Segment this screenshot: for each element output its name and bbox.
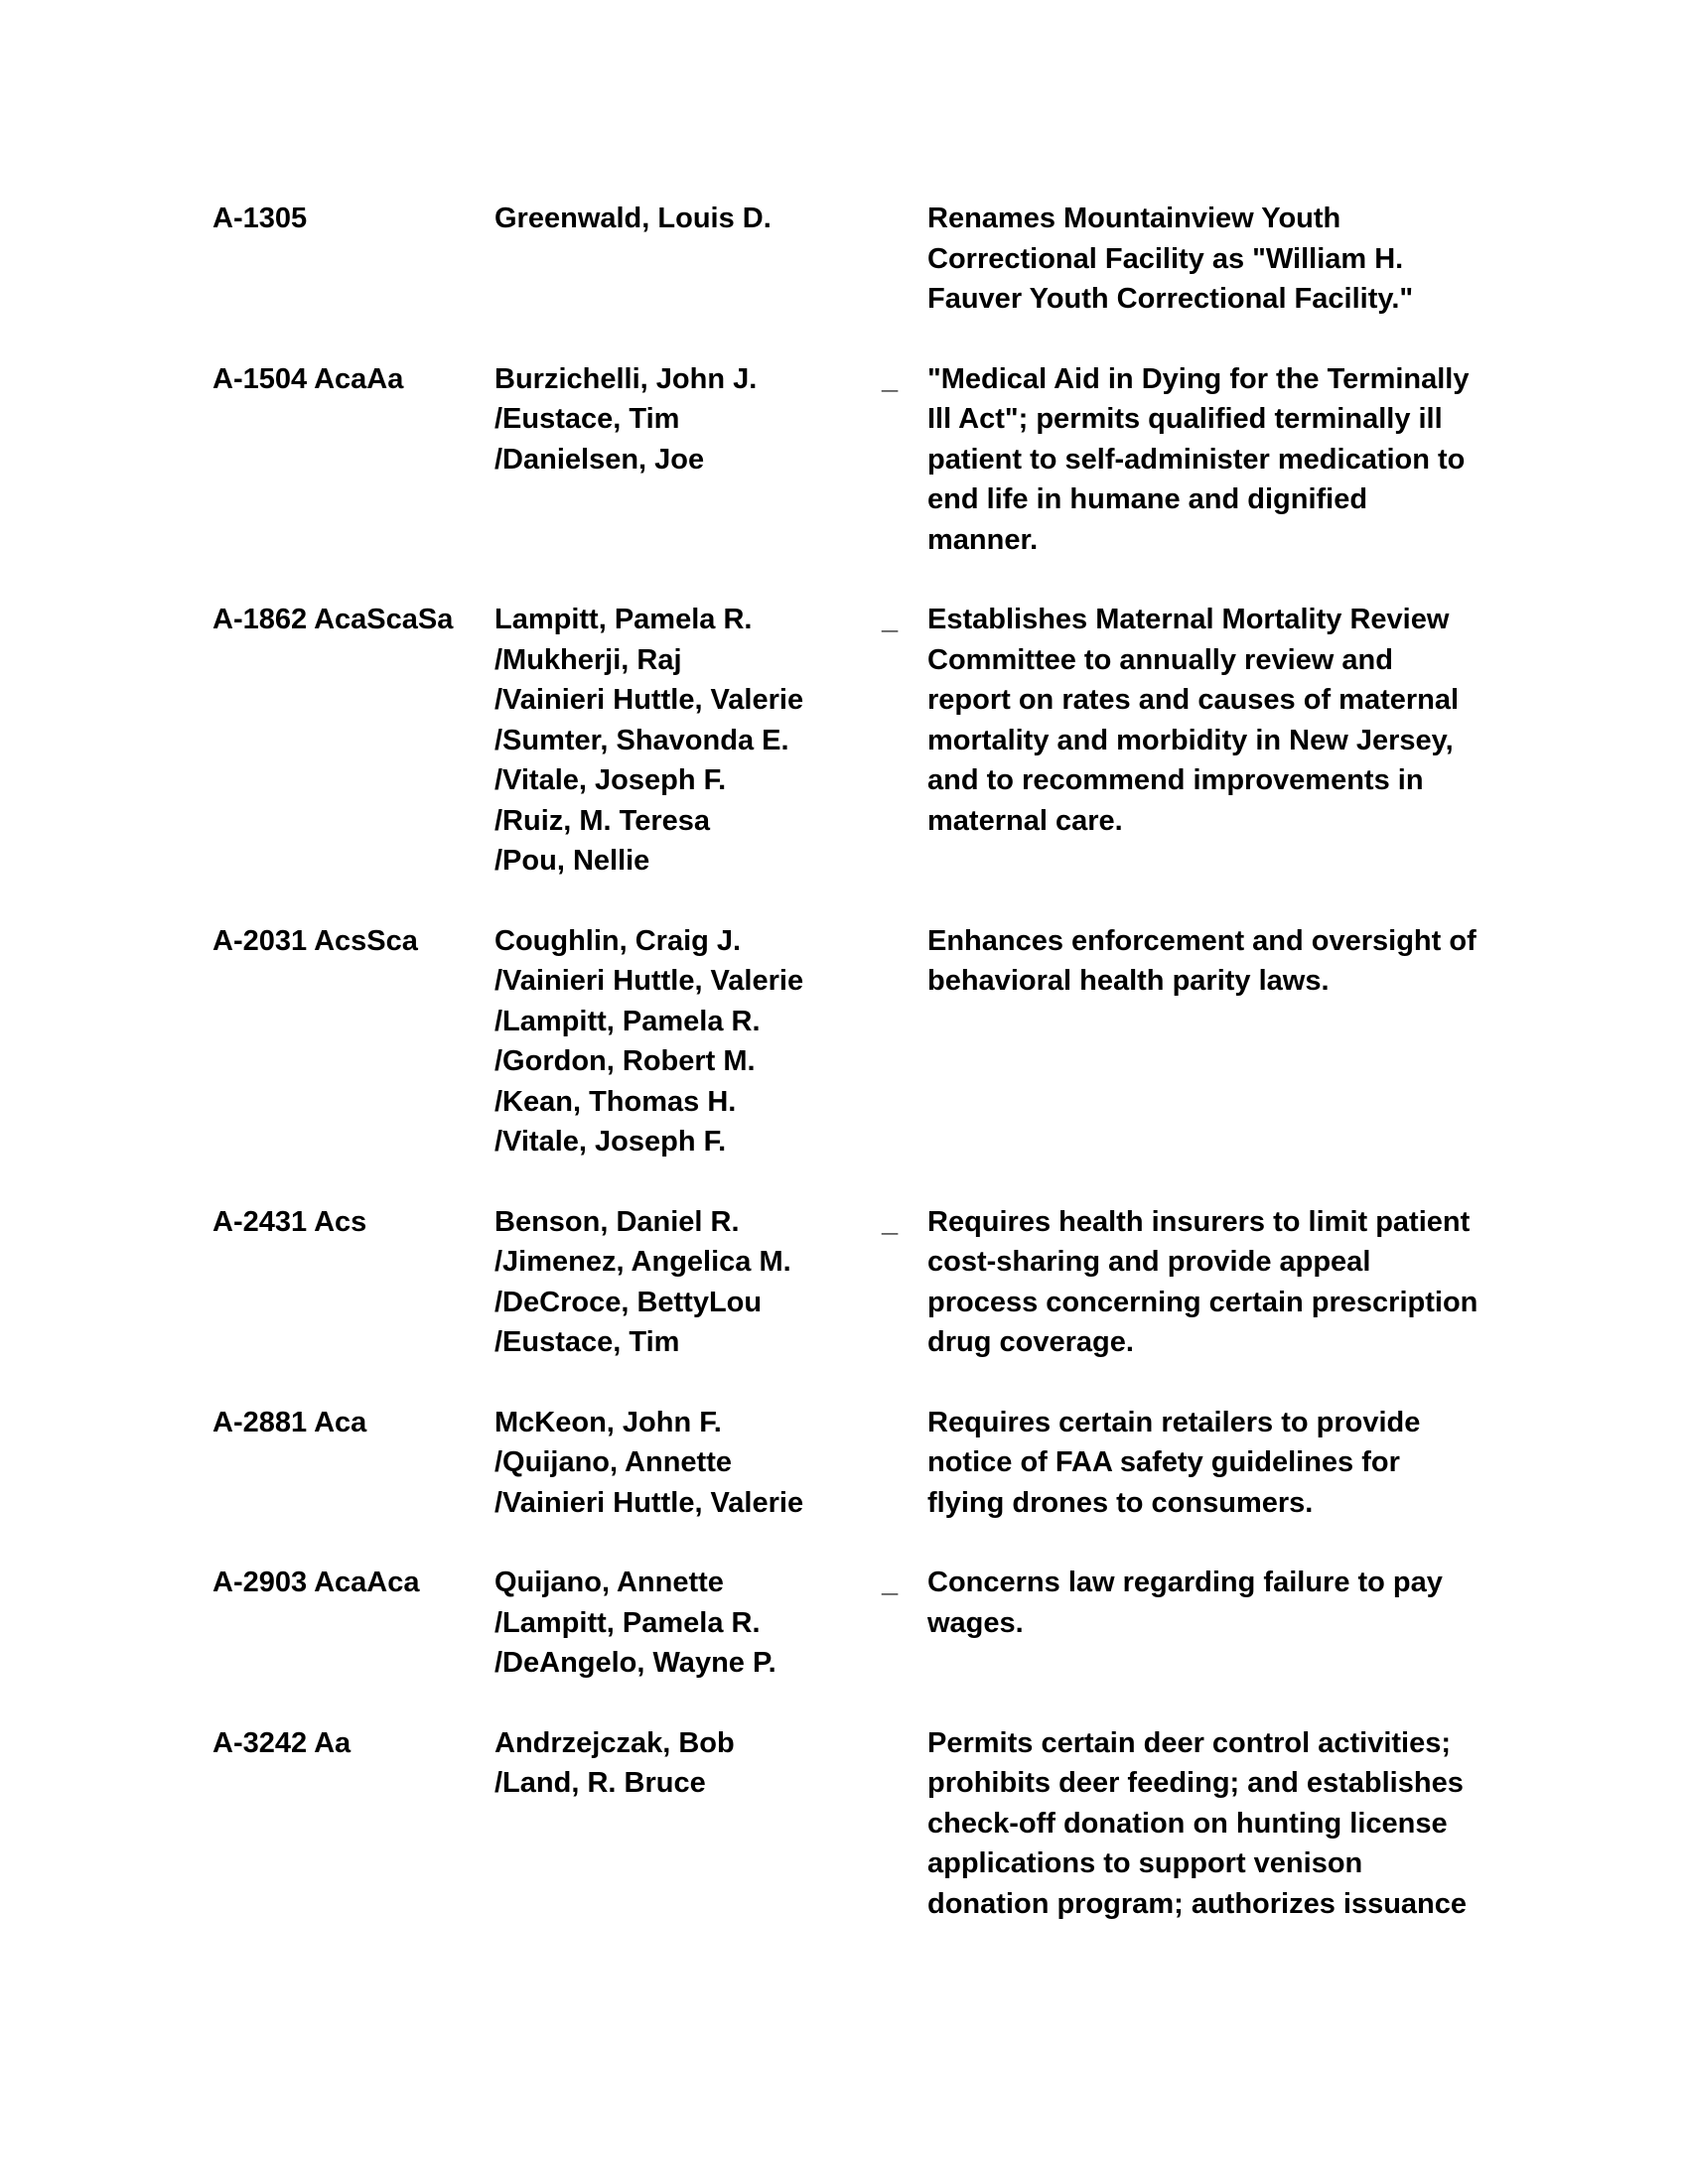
- bill-number: A-2903 AcaAca: [212, 1567, 420, 1598]
- sponsor-name: /Eustace, Tim: [494, 1326, 680, 1358]
- bill-sponsors: [494, 1563, 872, 1684]
- sponsor-name: Lampitt, Pamela R.: [494, 604, 753, 635]
- bill-description: Permits certain deer control activities; prohibits deer feeding; and establishes check-off donation on hunting license applications to support venison donation program; authorizes issuance: [927, 1726, 1468, 1920]
- bill-number: A-2431 Acs: [212, 1205, 367, 1238]
- bill-row: [212, 1202, 1503, 1363]
- bill-sponsors: [494, 1723, 872, 1925]
- sponsor-name: /Vitale, Joseph F.: [494, 1126, 727, 1158]
- sponsor-name: Greenwald, Louis D.: [494, 203, 772, 234]
- sponsor-name: /Sumter, Shavonda E.: [494, 724, 789, 756]
- bill-number: A-1305: [212, 203, 308, 234]
- bill-mark: [872, 1403, 927, 1524]
- bill-description: "Medical Aid in Dying for the Terminally Ill Act"; permits qualified terminally ill patient to self-administer medication to end life in humane and dignified manner.: [927, 362, 1470, 556]
- bill-row: [212, 600, 1503, 882]
- sponsor-name: /Quijano, Annette: [494, 1446, 732, 1478]
- bill-mark: _: [882, 1567, 899, 1598]
- bill-number: A-1862 AcaScaSa: [212, 604, 454, 635]
- bill-description: Enhances enforcement and oversight of behavioral health parity laws.: [927, 924, 1477, 997]
- bill-sponsors: [494, 921, 872, 1162]
- sponsor-name: /DeAngelo, Wayne P.: [494, 1647, 776, 1679]
- sponsor-name: /Danielsen, Joe: [494, 443, 705, 476]
- sponsor-name: /Gordon, Robert M.: [494, 1045, 756, 1077]
- sponsor-name: /Land, R. Bruce: [494, 1767, 706, 1799]
- sponsor-name: /Vainieri Huttle, Valerie: [494, 684, 804, 716]
- bill-mark: _: [882, 1205, 899, 1238]
- sponsor-name: /Mukherji, Raj: [494, 643, 682, 676]
- sponsor-name: /Lampitt, Pamela R.: [494, 1606, 761, 1639]
- bill-mark: [872, 1723, 927, 1925]
- bill-description: Requires certain retailers to provide notice of FAA safety guidelines for flying drones to consumers.: [927, 1406, 1421, 1519]
- bill-number: A-2031 AcsSca: [212, 924, 418, 957]
- bill-number: A-3242 Aa: [212, 1726, 352, 1759]
- bill-description: Concerns law regarding failure to pay wages.: [927, 1567, 1443, 1639]
- bill-row: [212, 1403, 1503, 1524]
- sponsor-name: /Vainieri Huttle, Valerie: [494, 1486, 804, 1519]
- sponsor-name: /Pou, Nellie: [494, 845, 650, 877]
- sponsor-name: /Eustace, Tim: [494, 403, 680, 435]
- bill-number: A-2881 Aca: [212, 1406, 367, 1438]
- sponsor-name: Quijano, Annette: [494, 1567, 724, 1598]
- bill-row: [212, 1563, 1503, 1684]
- sponsor-name: Coughlin, Craig J.: [494, 924, 742, 957]
- bill-description: Requires health insurers to limit patient cost-sharing and provide appeal process concerning certain prescription drug coverage.: [927, 1205, 1478, 1358]
- sponsor-name: /Jimenez, Angelica M.: [494, 1246, 791, 1278]
- sponsor-name: /Ruiz, M. Teresa: [494, 804, 711, 837]
- sponsor-name: /DeCroce, BettyLou: [494, 1286, 763, 1318]
- bill-sponsors: [494, 199, 872, 320]
- bill-mark: _: [882, 362, 899, 395]
- sponsor-name: McKeon, John F.: [494, 1406, 722, 1438]
- bill-description: Renames Mountainview Youth Correctional Facility as "William H. Fauver Youth Correctional Facility.": [927, 203, 1414, 315]
- bill-mark: [872, 921, 927, 1162]
- sponsor-name: Burzichelli, John J.: [494, 362, 758, 395]
- bill-number: A-1504 AcaAa: [212, 362, 404, 395]
- bill-row: [212, 1723, 1503, 1925]
- bill-sponsors: [494, 1403, 872, 1524]
- bill-sponsors: [494, 600, 872, 882]
- bill-list: [212, 199, 1503, 1964]
- bill-description: Establishes Maternal Mortality Review Committee to annually review and report on rates and causes of maternal mortality and morbidity in New Jersey, and to recommend improvements in maternal care.: [927, 604, 1460, 837]
- sponsor-name: Benson, Daniel R.: [494, 1205, 740, 1238]
- bill-row: [212, 921, 1503, 1162]
- bill-row: [212, 359, 1503, 561]
- bill-sponsors: [494, 1202, 872, 1363]
- bill-sponsors: [494, 359, 872, 561]
- sponsor-name: /Lampitt, Pamela R.: [494, 1005, 761, 1037]
- bill-mark: [872, 199, 927, 320]
- sponsor-name: /Kean, Thomas H.: [494, 1085, 737, 1118]
- bill-row: [212, 199, 1503, 320]
- sponsor-name: /Vitale, Joseph F.: [494, 764, 727, 796]
- bill-mark: _: [882, 604, 899, 635]
- sponsor-name: Andrzejczak, Bob: [494, 1726, 735, 1759]
- sponsor-name: /Vainieri Huttle, Valerie: [494, 965, 804, 997]
